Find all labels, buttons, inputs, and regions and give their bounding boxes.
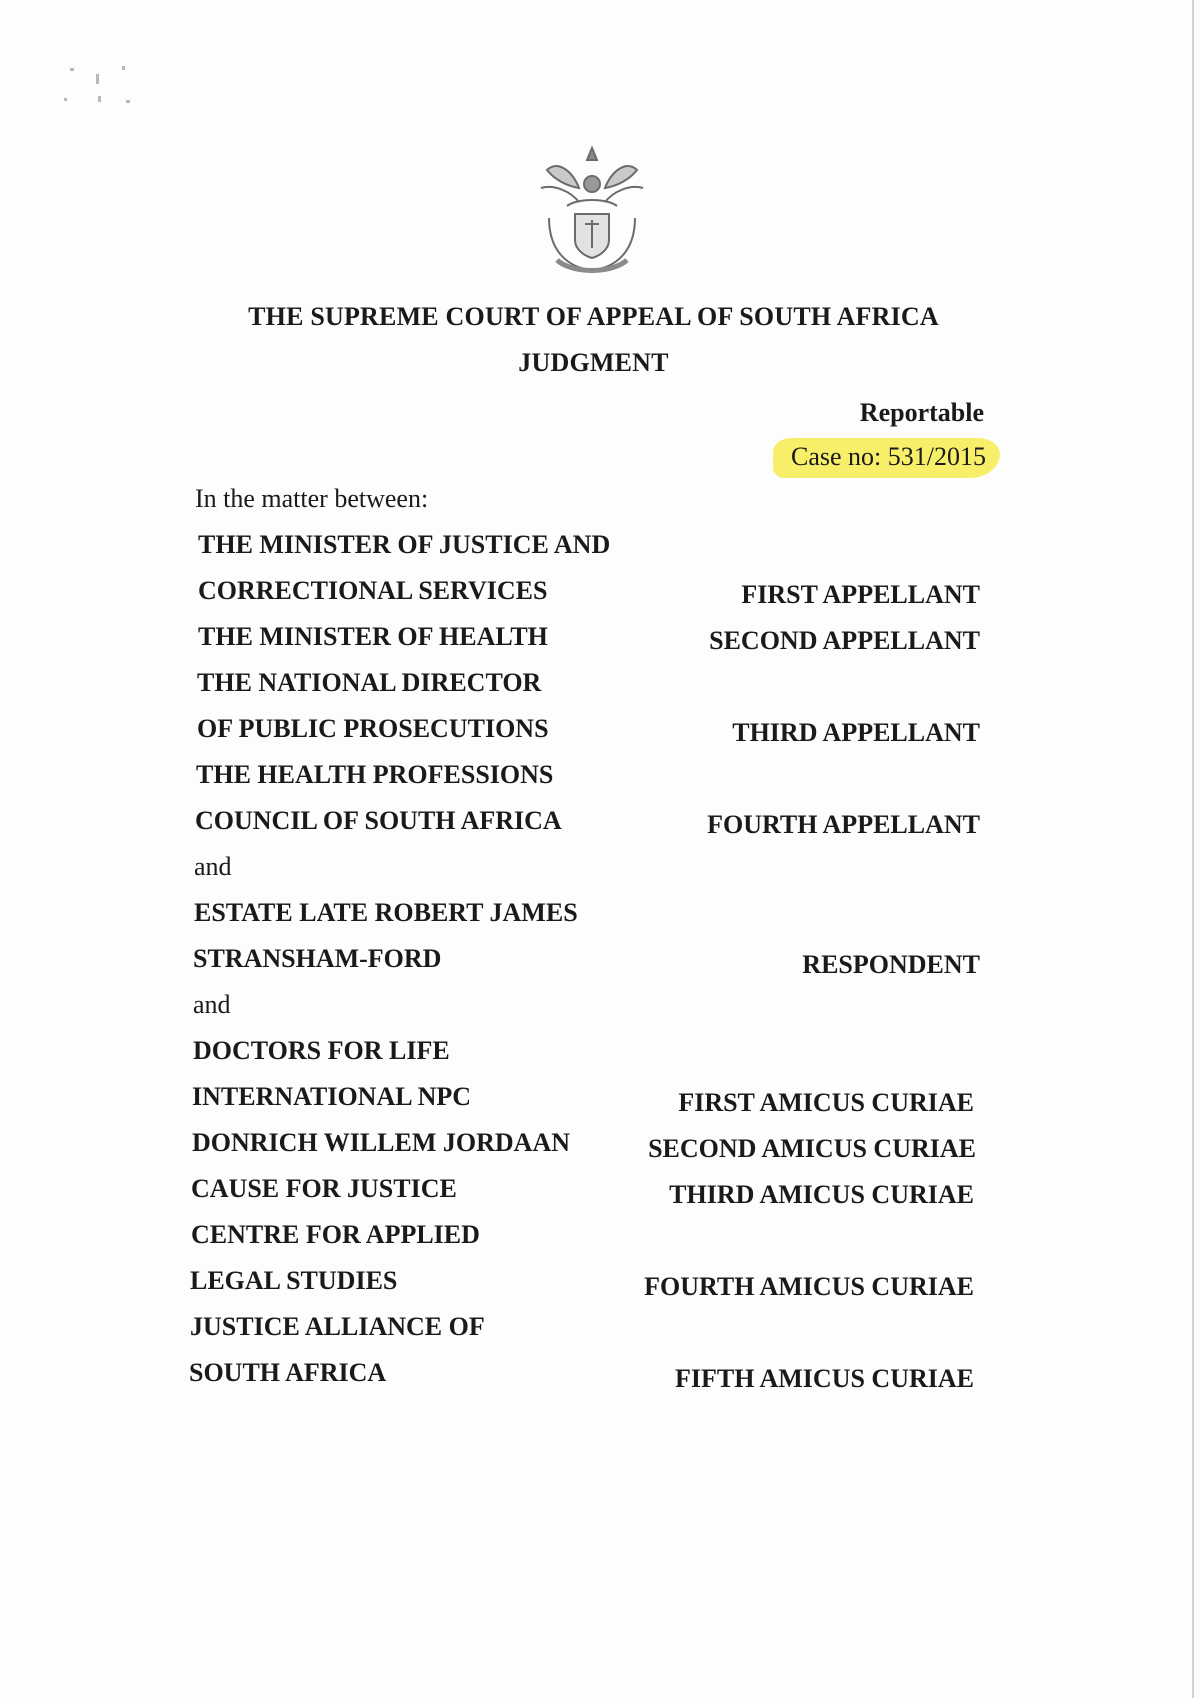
party-line: JUSTICE ALLIANCE OF (190, 1312, 485, 1341)
conjunction-and: and (193, 990, 231, 1019)
party-role: FIRST AMICUS CURIAE (678, 1088, 974, 1117)
scan-edge (1192, 0, 1194, 1698)
matter-between: In the matter between: (195, 484, 429, 513)
party-role: FOURTH APPELLANT (707, 810, 980, 839)
case-number-highlight (773, 438, 1000, 478)
case-number: Case no: 531/2015 (791, 442, 986, 471)
party-role: FIFTH AMICUS CURIAE (674, 1364, 974, 1393)
coat-of-arms-icon (527, 140, 657, 280)
party-role: SECOND APPELLANT (709, 626, 980, 655)
party-line: COUNCIL OF SOUTH AFRICA (195, 806, 562, 835)
party-role: THIRD APPELLANT (732, 718, 980, 747)
party-line: CAUSE FOR JUSTICE (191, 1174, 457, 1203)
party-role: FOURTH AMICUS CURIAE (644, 1272, 974, 1301)
party-line: LEGAL STUDIES (190, 1266, 398, 1295)
party-role: RESPONDENT (802, 950, 980, 979)
party-line: DOCTORS FOR LIFE (193, 1036, 450, 1065)
party-role: FIRST APPELLANT (741, 580, 980, 609)
party-line: INTERNATIONAL NPC (192, 1082, 472, 1111)
party-line: THE MINISTER OF HEALTH (198, 622, 548, 651)
party-role: SECOND AMICUS CURIAE (648, 1134, 976, 1163)
party-line: ESTATE LATE ROBERT JAMES (194, 898, 578, 927)
party-line: THE NATIONAL DIRECTOR (197, 668, 542, 697)
party-line: CENTRE FOR APPLIED (191, 1220, 480, 1249)
party-line: CORRECTIONAL SERVICES (198, 576, 548, 605)
party-line: STRANSHAM-FORD (193, 944, 442, 973)
party-line: THE HEALTH PROFESSIONS (196, 760, 554, 789)
party-role: THIRD AMICUS CURIAE (669, 1180, 974, 1209)
party-line: OF PUBLIC PROSECUTIONS (197, 714, 549, 743)
court-title: THE SUPREME COURT OF APPEAL OF SOUTH AFRICA (248, 302, 939, 331)
party-line: THE MINISTER OF JUSTICE AND (198, 530, 611, 559)
party-line: SOUTH AFRICA (189, 1358, 387, 1387)
party-line: DONRICH WILLEM JORDAAN (192, 1128, 570, 1157)
reportable-label: Reportable (859, 398, 984, 427)
scan-specks (60, 60, 150, 120)
judgment-heading: JUDGMENT (518, 348, 669, 377)
conjunction-and: and (194, 852, 232, 881)
